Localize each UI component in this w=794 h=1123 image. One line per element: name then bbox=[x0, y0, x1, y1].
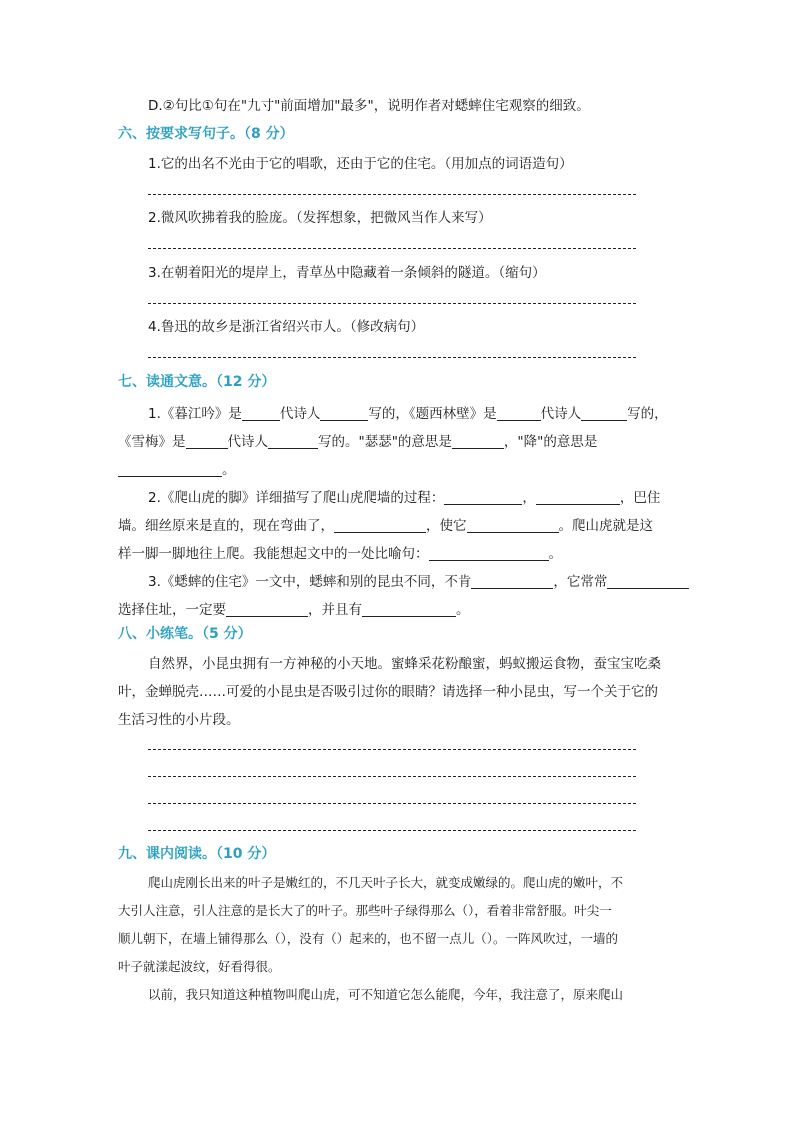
text: 代诗人 bbox=[279, 406, 321, 422]
answer-line-q2[interactable] bbox=[148, 248, 636, 249]
sec7-line-1 bbox=[148, 404, 668, 424]
sec7-line-8 bbox=[118, 600, 470, 620]
text: 墙。细丝原来是直的，现在弯曲了， bbox=[118, 518, 334, 534]
blank[interactable] bbox=[118, 461, 222, 477]
blank[interactable] bbox=[467, 517, 559, 533]
text: ，使它 bbox=[426, 518, 467, 534]
writing-line[interactable] bbox=[148, 749, 636, 750]
sec8-prompt-3: 生活习性的小片段。 bbox=[118, 712, 240, 728]
blank[interactable] bbox=[607, 573, 689, 589]
answer-line-q1[interactable] bbox=[148, 194, 636, 195]
blank[interactable] bbox=[581, 405, 627, 421]
writing-line[interactable] bbox=[148, 776, 636, 777]
writing-line[interactable] bbox=[148, 803, 636, 804]
text: ，巴住 bbox=[619, 490, 661, 506]
answer-line-q3[interactable] bbox=[148, 303, 636, 304]
sec6-q2: 2.微风吹拂着我的脸庞。（发挥想象，把微风当作人来写） bbox=[148, 210, 492, 226]
blank[interactable] bbox=[334, 517, 426, 533]
blank[interactable] bbox=[362, 601, 456, 617]
blank[interactable] bbox=[452, 433, 504, 449]
text: 。 bbox=[456, 602, 470, 618]
reading-line-4: 叶子就漾起波纹，好看得很。 bbox=[118, 959, 281, 974]
section-6-title: 六、按要求写句子。（8 分） bbox=[118, 126, 294, 142]
text: 代诗人 bbox=[227, 434, 268, 450]
sec6-q4: 4.鲁迅的故乡是浙江省绍兴市人。（修改病句） bbox=[148, 319, 425, 335]
sec7-line-3 bbox=[118, 460, 236, 480]
blank[interactable] bbox=[226, 601, 308, 617]
text: 写的， bbox=[627, 406, 668, 422]
text: 。 bbox=[548, 546, 562, 562]
text: 。爬山虎就是这 bbox=[558, 518, 653, 534]
blank[interactable] bbox=[268, 433, 318, 449]
text: ， bbox=[522, 490, 536, 506]
text: ，并且有 bbox=[308, 602, 362, 618]
text: ，它常常 bbox=[553, 574, 608, 590]
sec8-prompt-2: 叶，金蝉脱壳……可爱的小昆虫是否吸引过你的眼睛？请选择一种小昆虫，写一个关于它的 bbox=[118, 684, 658, 700]
text: ，"降"的意思是 bbox=[503, 434, 598, 450]
section-8-title: 八、小练笔。（5 分） bbox=[118, 626, 252, 642]
sec8-prompt-1: 自然界，小昆虫拥有一方神秘的小天地。蜜蜂采花粉酿蜜，蚂蚁搬运食物，蚕宝宝吃桑 bbox=[148, 656, 661, 672]
text: 2.《爬山虎的脚》详细描写了爬山虎爬墙的过程： bbox=[148, 490, 445, 506]
sec7-line-4 bbox=[148, 488, 660, 508]
sec7-line-6 bbox=[118, 544, 562, 564]
blank[interactable] bbox=[429, 545, 549, 561]
blank[interactable] bbox=[242, 405, 280, 421]
section-9-title: 九、课内阅读。（10 分） bbox=[118, 846, 276, 862]
text: 写的。"瑟瑟"的意思是 bbox=[318, 434, 452, 450]
blank[interactable] bbox=[320, 405, 368, 421]
sec7-line-5 bbox=[118, 516, 653, 536]
blank[interactable] bbox=[536, 489, 620, 505]
reading-line-3: 顺儿朝下，在墙上铺得那么（），没有（）起来的，也不留一点儿（）。一阵风吹过，一墙的 bbox=[118, 931, 619, 946]
writing-line[interactable] bbox=[148, 830, 636, 831]
section-7-title: 七、读通文意。（12 分） bbox=[118, 374, 276, 390]
text: 1.《暮江吟》是 bbox=[148, 406, 242, 422]
text: 。 bbox=[222, 462, 236, 478]
sec7-line-7 bbox=[148, 572, 689, 592]
blank[interactable] bbox=[471, 573, 553, 589]
text: 写的，《题西林壁》是 bbox=[368, 406, 497, 422]
text: 选择住址，一定要 bbox=[118, 602, 226, 618]
text: 3.《蟋蟀的住宅》一文中，蟋蟀和别的昆虫不同，不肯 bbox=[148, 574, 472, 590]
answer-line-q4[interactable] bbox=[148, 357, 636, 358]
text: 代诗人 bbox=[540, 406, 582, 422]
blank[interactable] bbox=[497, 405, 541, 421]
blank[interactable] bbox=[186, 433, 228, 449]
reading-line-2: 大引人注意，引人注意的是长大了的叶子。那些叶子绿得那么（），看着非常舒服。叶尖一 bbox=[118, 903, 612, 918]
option-d: D.②句比①句在"九寸"前面增加"最多"，说明作者对蟋蟀住宅观察的细致。 bbox=[148, 98, 590, 114]
reading-line-5: 以前，我只知道这种植物叫爬山虎，可不知道它怎么能爬，今年，我注意了，原来爬山 bbox=[148, 987, 624, 1002]
text: 《雪梅》是 bbox=[118, 434, 186, 450]
blank[interactable] bbox=[444, 489, 522, 505]
sec6-q1: 1.它的出名不光由于它的唱歌，还由于它的住宅。（用加点的词语造句） bbox=[148, 156, 573, 172]
sec7-line-2 bbox=[118, 432, 597, 452]
reading-line-1: 爬山虎刚长出来的叶子是嫩红的，不几天叶子长大，就变成嫩绿的。爬山虎的嫩叶，不 bbox=[148, 875, 624, 890]
text: 样一脚一脚地往上爬。我能想起文中的一处比喻句： bbox=[118, 546, 429, 562]
sec6-q3: 3.在朝着阳光的堤岸上，青草丛中隐藏着一条倾斜的隧道。（缩句） bbox=[148, 265, 546, 281]
